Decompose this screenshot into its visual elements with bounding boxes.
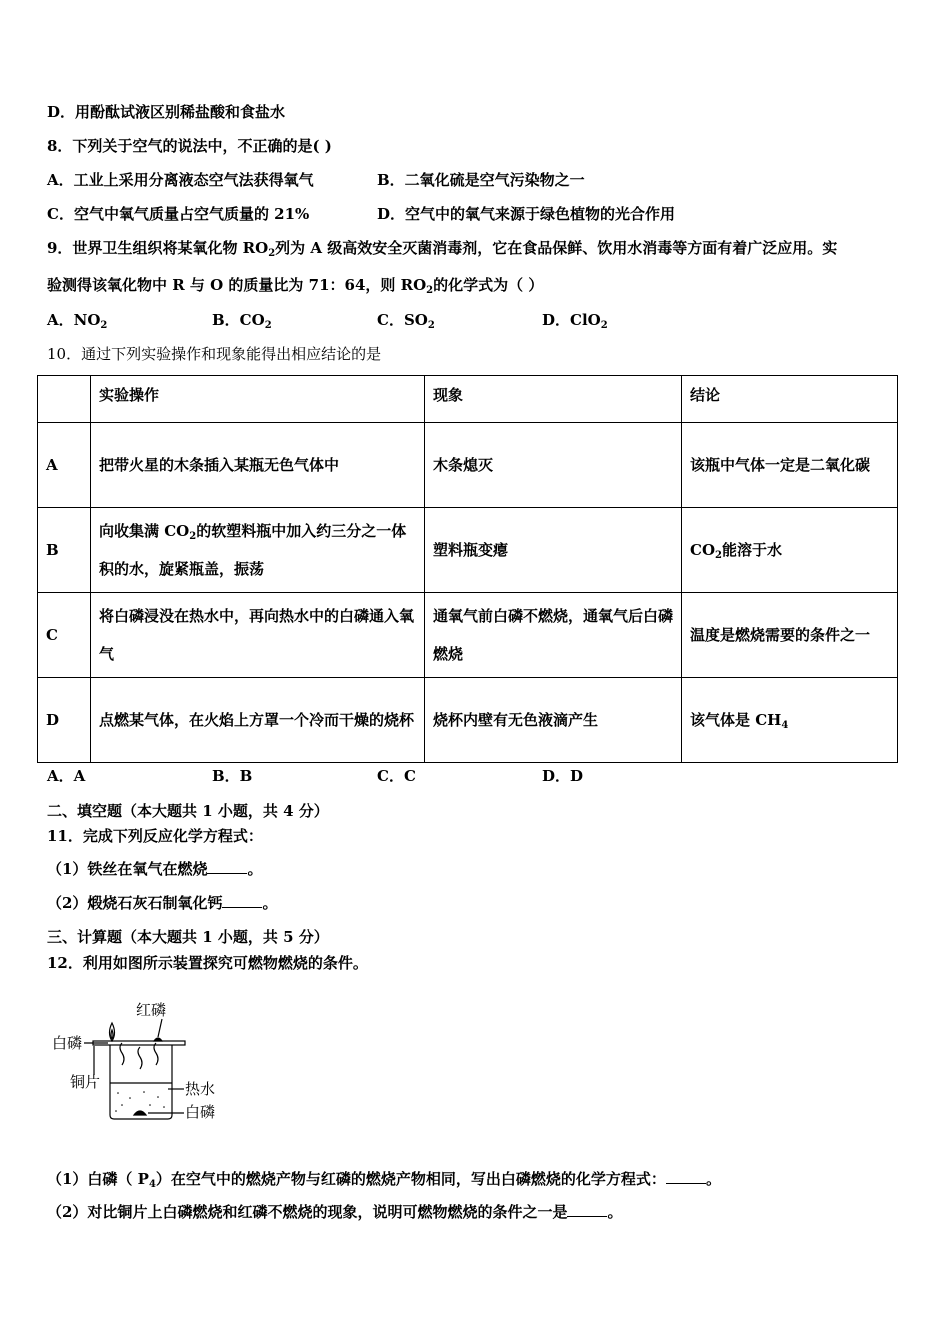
row-conclusion: $CO_2$能溶于水 — [682, 508, 898, 593]
answer-blank[interactable] — [666, 1169, 706, 1184]
table-header-row — [38, 376, 898, 423]
row-conclusion: 温度是燃烧需要的条件之一 — [682, 593, 898, 678]
header-phenomenon: 现象 — [425, 376, 682, 423]
label-red-phosphorus: 红磷 — [136, 1001, 167, 1019]
vapor-curl — [138, 1047, 142, 1069]
header-conclusion: 结论 — [682, 376, 898, 423]
q10-stem: 10．通过下列实验操作和现象能得出相应结论的是 — [47, 345, 382, 363]
q8-option-a: A．工业上采用分离液态空气法获得氧气 — [47, 171, 314, 189]
combustion-apparatus-figure — [50, 995, 250, 1130]
answer-blank[interactable] — [222, 893, 262, 908]
experiment-table — [37, 375, 898, 763]
row-operation: 把带火星的木条插入某瓶无色气体中 — [91, 423, 425, 508]
table-row — [38, 508, 898, 593]
q8-stem: 8．下列关于空气的说法中，不正确的是( ) — [47, 137, 332, 155]
table-row — [38, 678, 898, 763]
row-label: D — [38, 678, 91, 763]
flame-inner — [111, 1030, 113, 1039]
header-operation: 实验操作 — [91, 376, 425, 423]
label-white-phosphorus-bottom: 白磷 — [185, 1103, 216, 1121]
q8-option-b: B．二氧化硫是空气污染物之一 — [377, 171, 585, 189]
q10-option-b: B．B — [212, 767, 253, 785]
table-row — [38, 593, 898, 678]
q10-option-a: A．A — [47, 767, 86, 785]
q10-option-d: D．D — [542, 767, 584, 785]
row-phenomenon: 烧杯内壁有无色液滴产生 — [425, 678, 682, 763]
beaker-shape — [110, 1045, 172, 1119]
row-label: B — [38, 508, 91, 593]
q7-option-d: D．用酚酞试液区别稀盐酸和食盐水 — [47, 103, 286, 121]
vapor-curl — [154, 1043, 158, 1065]
row-label: A — [38, 423, 91, 508]
row-operation: 向收集满 $CO_2$的软塑料瓶中加入约三分之一体积的水，旋紧瓶盖，振荡 — [91, 508, 425, 593]
underwater-white-phosphorus — [134, 1111, 146, 1115]
row-operation: 点燃某气体，在火焰上方罩一个冷而干燥的烧杯 — [91, 678, 425, 763]
leader-line — [158, 1019, 162, 1037]
answer-blank[interactable] — [567, 1202, 607, 1217]
answer-blank[interactable] — [207, 859, 247, 874]
label-white-phosphorus-top: 白磷 — [52, 1034, 83, 1052]
row-conclusion: 该瓶中气体一定是二氧化碳 — [682, 423, 898, 508]
q12-part2: （2）对比铜片上白磷燃烧和红磷不燃烧的现象，说明可燃物燃烧的条件之一是 。 — [47, 1203, 623, 1221]
q11-stem: 11．完成下列反应化学方程式： — [47, 827, 263, 845]
row-conclusion: 该气体是 $CH_4$ — [682, 678, 898, 763]
q12-stem: 12．利用如图所示装置探究可燃物燃烧的条件。 — [47, 954, 368, 972]
q9-option-a: A．$NO_2$ — [47, 311, 108, 331]
q9-option-d: D．ClO$_2$ — [542, 311, 608, 331]
q8-option-c: C．空气中氧气质量占空气质量的 21% — [47, 205, 310, 223]
q11-part2: （2）煅烧石灰石制氧化钙 。 — [47, 894, 278, 912]
q9-stem-line1: 9．世界卫生组织将某氧化物 $RO_2$列为 A 级高效安全灭菌消毒剂，它在食品保鲜、饮用水消毒等方面有着广泛应用。实 — [47, 239, 838, 259]
q11-part1: （1）铁丝在氧气在燃烧 。 — [47, 860, 263, 878]
section3-title: 三、计算题（本大题共 1 小题，共 5 分） — [47, 928, 329, 946]
section2-title: 二、填空题（本大题共 1 小题，共 4 分） — [47, 802, 329, 820]
row-label: C — [38, 593, 91, 678]
vapor-curl — [120, 1043, 124, 1065]
label-copper-sheet: 铜片 — [70, 1073, 101, 1091]
row-phenomenon: 通氧气前白磷不燃烧，通氧气后白磷燃烧 — [425, 593, 682, 678]
q9-option-c: C．$SO_2$ — [377, 311, 435, 331]
label-hot-water: 热水 — [185, 1080, 216, 1098]
q9-stem-line2: 验测得该氧化物中 R 与 O 的质量比为 71：64，则 $RO_2$的化学式为（ ） — [47, 276, 544, 296]
red-phosphorus-lump — [154, 1038, 162, 1041]
row-phenomenon: 木条熄灭 — [425, 423, 682, 508]
q10-option-c: C．C — [377, 767, 416, 785]
header-cell-empty — [38, 376, 91, 423]
table-row — [38, 423, 898, 508]
row-phenomenon: 塑料瓶变瘪 — [425, 508, 682, 593]
q9-option-b: B．$CO_2$ — [212, 311, 272, 331]
q8-option-d: D．空气中的氧气来源于绿色植物的光合作用 — [377, 205, 676, 223]
q12-part1: （1）白磷（ $P_4$）在空气中的燃烧产物与红磷的燃烧产物相同，写出白磷燃烧的化学方程式： 。 — [47, 1170, 721, 1190]
row-operation: 将白磷浸没在热水中，再向热水中的白磷通入氧气 — [91, 593, 425, 678]
